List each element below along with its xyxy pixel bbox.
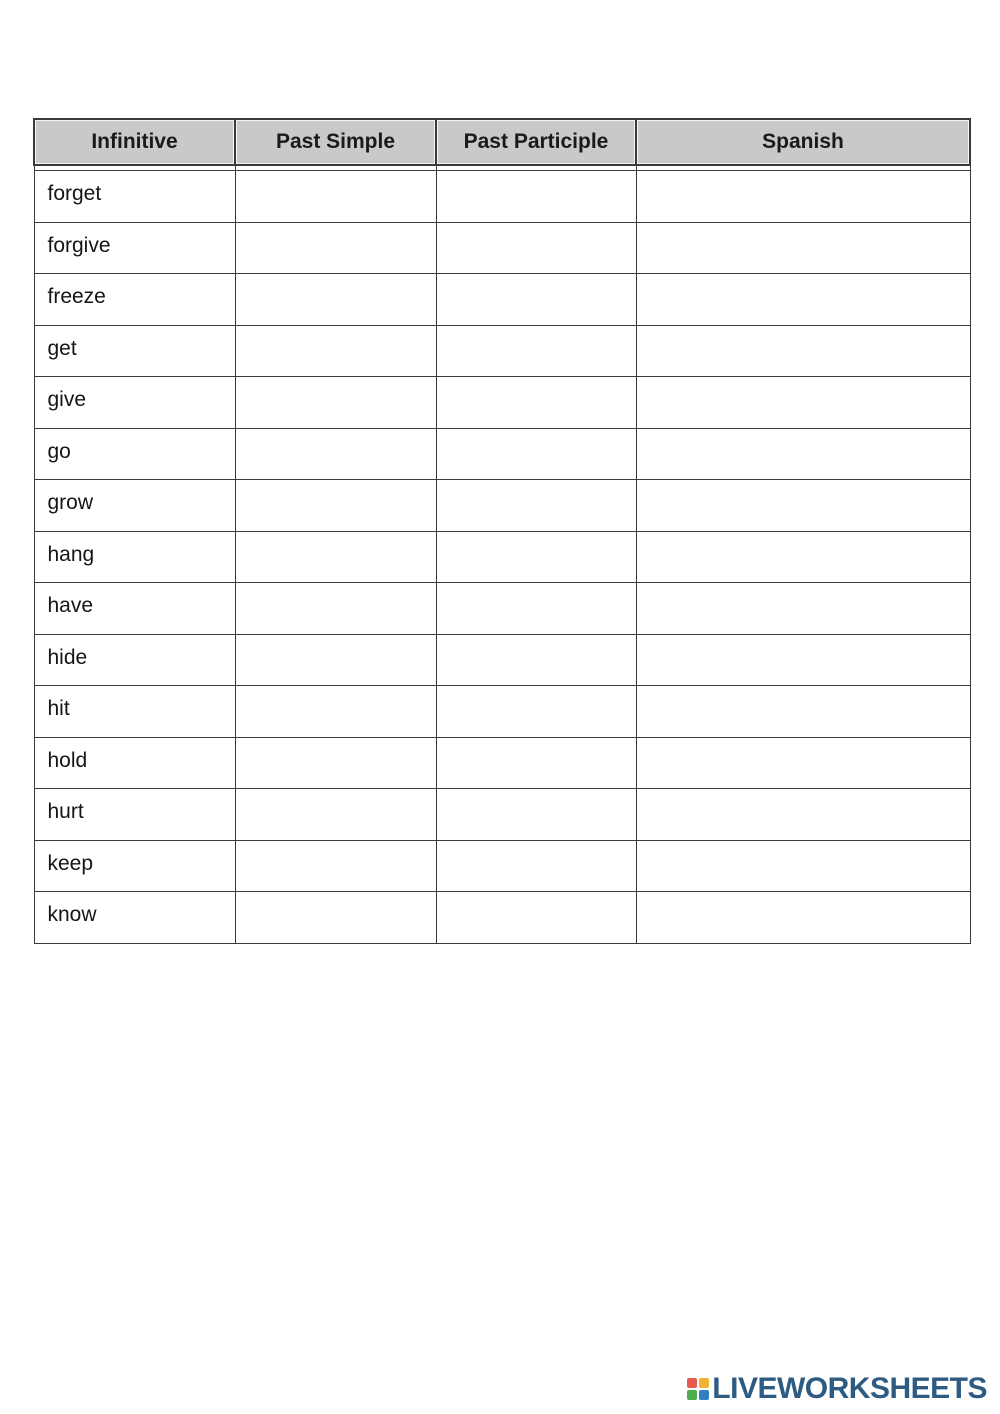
table-row	[34, 840, 970, 892]
past-participle-answer-cell[interactable]	[436, 686, 636, 738]
spanish-answer-cell[interactable]	[636, 634, 970, 686]
past-simple-answer-cell[interactable]	[235, 531, 436, 583]
logo-square-3	[687, 1390, 697, 1400]
past-participle-answer-cell[interactable]	[436, 480, 636, 532]
past-participle-answer-cell[interactable]	[436, 531, 636, 583]
past-simple-answer-cell[interactable]	[235, 325, 436, 377]
logo-square-4	[699, 1390, 709, 1400]
past-simple-answer-cell[interactable]	[235, 274, 436, 326]
infinitive-cell: forget	[34, 171, 235, 223]
header-spanish: Spanish	[636, 119, 970, 165]
past-simple-answer-cell[interactable]	[235, 789, 436, 841]
spanish-answer-cell[interactable]	[636, 531, 970, 583]
spanish-answer-cell[interactable]	[636, 274, 970, 326]
past-participle-answer-cell[interactable]	[436, 274, 636, 326]
past-participle-answer-cell[interactable]	[436, 222, 636, 274]
spanish-answer-cell[interactable]	[636, 789, 970, 841]
table-row	[34, 737, 970, 789]
table-header-row	[34, 119, 970, 165]
infinitive-cell: give	[34, 377, 235, 429]
table-body	[34, 171, 970, 944]
past-participle-answer-cell[interactable]	[436, 377, 636, 429]
past-simple-answer-cell[interactable]	[235, 634, 436, 686]
liveworksheets-brand	[687, 1372, 987, 1406]
spanish-answer-cell[interactable]	[636, 377, 970, 429]
logo-square-2	[699, 1378, 709, 1388]
spanish-answer-cell[interactable]	[636, 222, 970, 274]
past-participle-answer-cell[interactable]	[436, 789, 636, 841]
table-row	[34, 892, 970, 944]
past-simple-answer-cell[interactable]	[235, 892, 436, 944]
past-simple-answer-cell[interactable]	[235, 222, 436, 274]
brand-name: LIVEWORKSHEETS	[712, 1372, 987, 1405]
header-infinitive: Infinitive	[34, 119, 235, 165]
past-simple-answer-cell[interactable]	[235, 480, 436, 532]
infinitive-cell: hang	[34, 531, 235, 583]
infinitive-cell: keep	[34, 840, 235, 892]
spanish-answer-cell[interactable]	[636, 840, 970, 892]
spanish-answer-cell[interactable]	[636, 428, 970, 480]
spanish-answer-cell[interactable]	[636, 686, 970, 738]
table-row	[34, 789, 970, 841]
past-simple-answer-cell[interactable]	[235, 840, 436, 892]
infinitive-cell: hit	[34, 686, 235, 738]
verbs-table	[33, 118, 971, 944]
infinitive-cell: hurt	[34, 789, 235, 841]
table-row	[34, 222, 970, 274]
table-row	[34, 531, 970, 583]
header-past-participle: Past Participle	[436, 119, 636, 165]
infinitive-cell: freeze	[34, 274, 235, 326]
spanish-answer-cell[interactable]	[636, 737, 970, 789]
past-simple-answer-cell[interactable]	[235, 737, 436, 789]
table-row	[34, 634, 970, 686]
table-row	[34, 377, 970, 429]
spanish-answer-cell[interactable]	[636, 480, 970, 532]
liveworksheets-logo-icon	[687, 1378, 709, 1400]
infinitive-cell: have	[34, 583, 235, 635]
infinitive-cell: hide	[34, 634, 235, 686]
infinitive-cell: grow	[34, 480, 235, 532]
spanish-answer-cell[interactable]	[636, 171, 970, 223]
past-participle-answer-cell[interactable]	[436, 171, 636, 223]
infinitive-cell: get	[34, 325, 235, 377]
table-row	[34, 274, 970, 326]
table-row	[34, 325, 970, 377]
past-participle-answer-cell[interactable]	[436, 840, 636, 892]
spanish-answer-cell[interactable]	[636, 325, 970, 377]
table-row	[34, 583, 970, 635]
past-simple-answer-cell[interactable]	[235, 583, 436, 635]
table-row	[34, 171, 970, 223]
past-participle-answer-cell[interactable]	[436, 737, 636, 789]
infinitive-cell: know	[34, 892, 235, 944]
past-simple-answer-cell[interactable]	[235, 377, 436, 429]
past-participle-answer-cell[interactable]	[436, 583, 636, 635]
header-past-simple: Past Simple	[235, 119, 436, 165]
past-participle-answer-cell[interactable]	[436, 892, 636, 944]
table-row	[34, 686, 970, 738]
past-simple-answer-cell[interactable]	[235, 686, 436, 738]
table-row	[34, 428, 970, 480]
table-row	[34, 480, 970, 532]
past-participle-answer-cell[interactable]	[436, 325, 636, 377]
logo-square-1	[687, 1378, 697, 1388]
spanish-answer-cell[interactable]	[636, 583, 970, 635]
infinitive-cell: go	[34, 428, 235, 480]
past-simple-answer-cell[interactable]	[235, 428, 436, 480]
past-simple-answer-cell[interactable]	[235, 171, 436, 223]
past-participle-answer-cell[interactable]	[436, 428, 636, 480]
spanish-answer-cell[interactable]	[636, 892, 970, 944]
infinitive-cell: hold	[34, 737, 235, 789]
infinitive-cell: forgive	[34, 222, 235, 274]
past-participle-answer-cell[interactable]	[436, 634, 636, 686]
